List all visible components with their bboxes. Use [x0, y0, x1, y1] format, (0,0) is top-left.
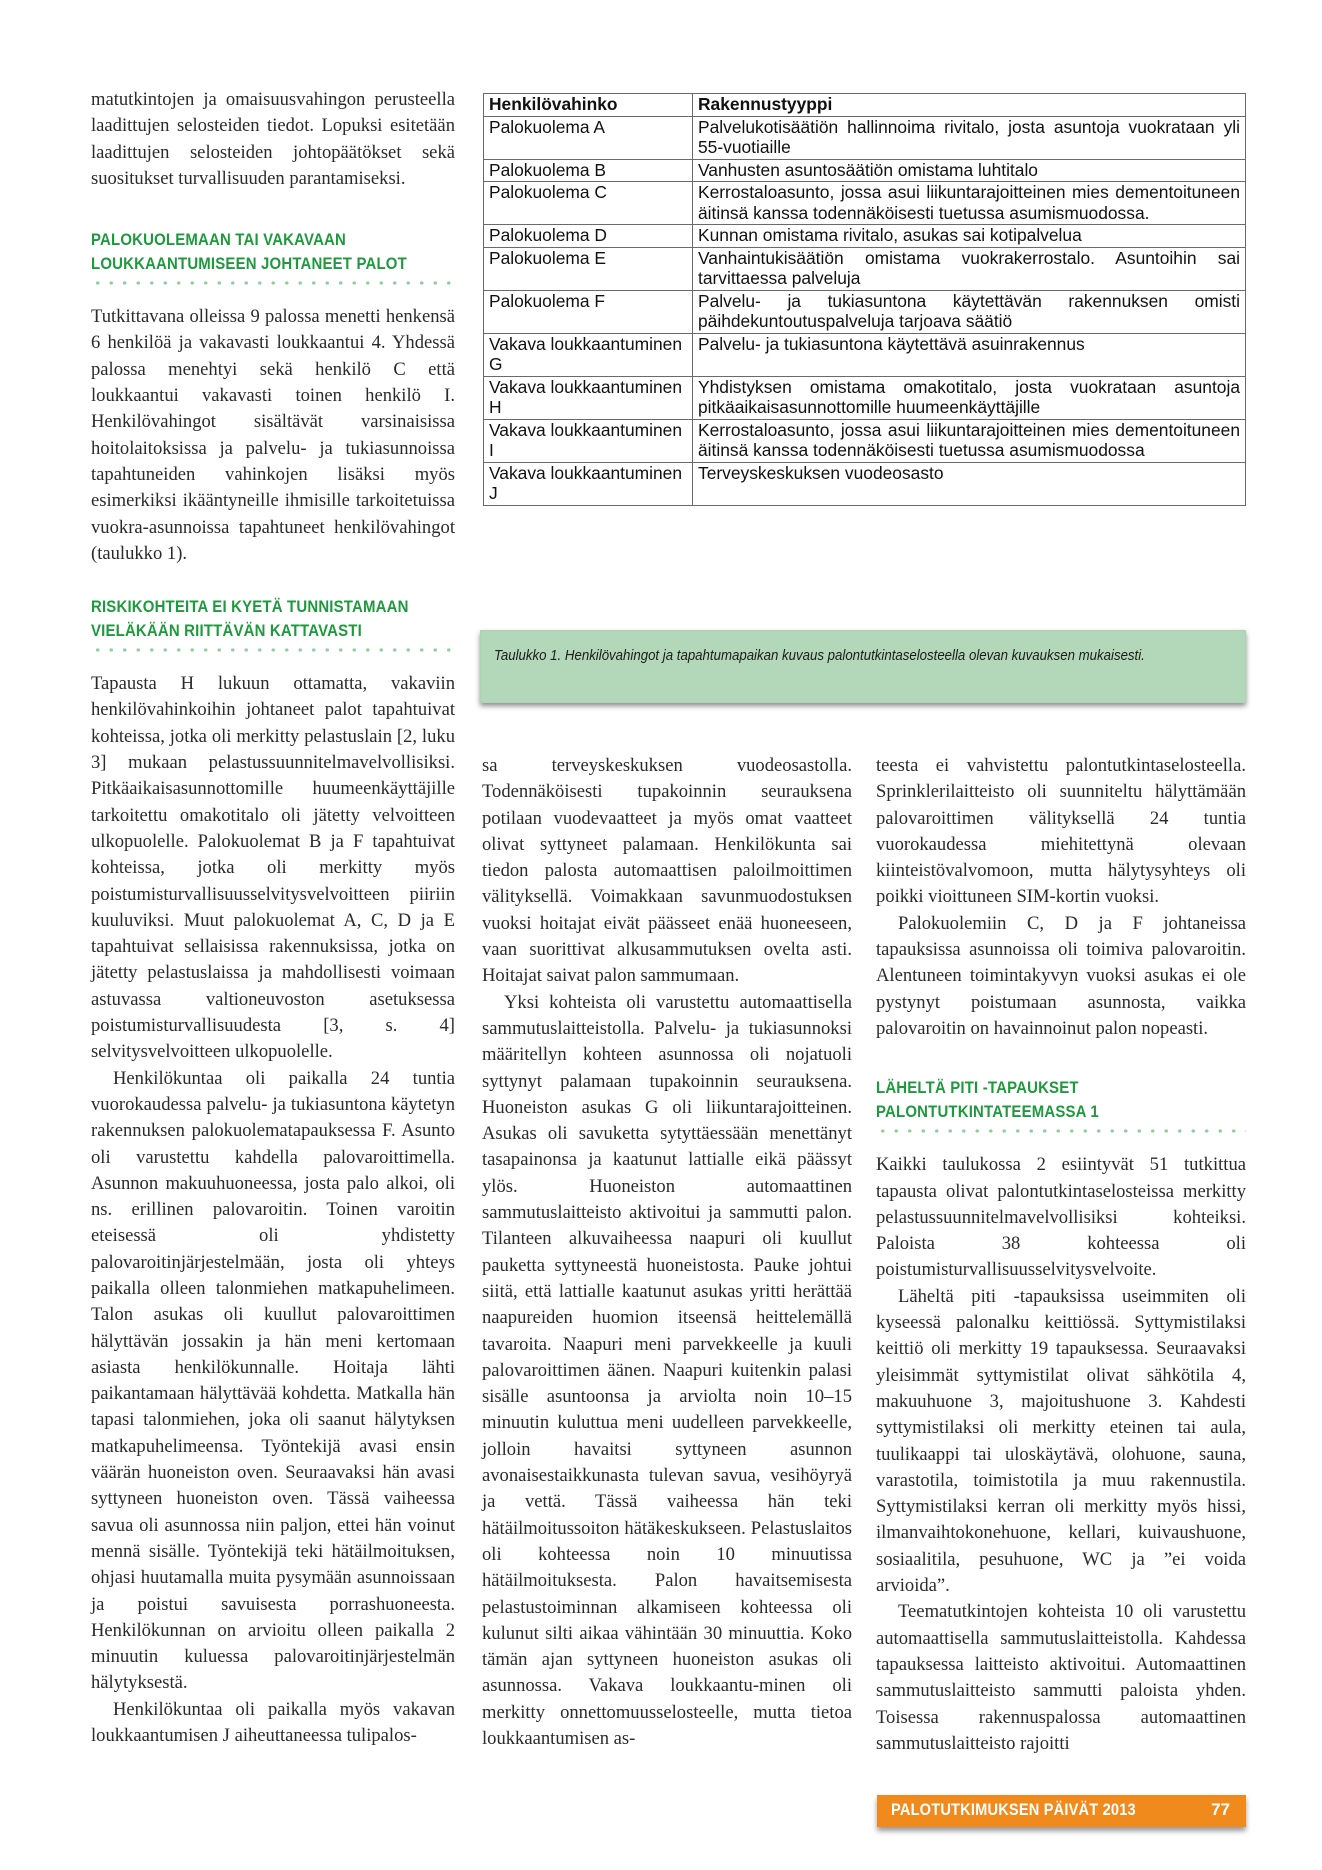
table-cell: Palokuolema A [484, 116, 693, 159]
section-heading-line: PALOKUOLEMAAN TAI VAKAVAAN [91, 230, 347, 250]
column-header: Rakennustyyppi [693, 94, 1246, 117]
table-cell: Palvelu- ja tukiasuntona käytettävän rakennuksen omisti päihdekuntoutuspalveluja tarjoava säätiö [693, 290, 1246, 333]
page-number: 77 [1211, 1800, 1230, 1819]
body-paragraph: Teematutkintojen kohteista 10 oli varustettu automaattisella sammutuslaitteistolla. Kahdessa tapauksessa laitteisto aktivoitui. Automaattinen sammutuslaitteisto sammutti paloista yhden. Toisessa rakennuspalossa automaattinen sammutuslaitteisto rajoitti [876, 1601, 1246, 1754]
table-cell: Vakava loukkaantuminen J [484, 462, 693, 505]
table-cell: Palokuolema B [484, 159, 693, 182]
body-paragraph: Kaikki taulukossa 2 esiintyvät 51 tutkittua tapausta olivat palontutkintaselosteissa merkitty pelastussuunnitelmavelvollisiksi kohteiksi. Paloista 38 kohteessa oli poistumisturvallisuusselvitysvelvoite. [876, 1154, 1246, 1281]
table-cell: Vakava loukkaantuminen H [484, 376, 693, 419]
table-cell: Palokuolema F [484, 290, 693, 333]
table-cell: Kerrostaloasunto, jossa asui liikuntarajoitteinen mies dementoituneen äitinsä kanssa todennäköisesti tuetussa asumismuodossa [693, 419, 1246, 462]
table-row [484, 333, 1246, 376]
table-row [484, 419, 1246, 462]
table-row [484, 116, 1246, 159]
body-paragraph: Tapausta H lukuun ottamatta, vakaviin henkilövahinkoihin johtaneet palot tapahtuivat kohteissa, jotka oli merkitty pelastuslain [2, luku 3] mukaan pelastussuunnitelmavelvollisiksi. Pitkäaikaisasunnottomille huumeenkäyttäjille tarkoitettu omakotitalo oli jätetty velvoitteen ulkopuolelle. Palokuolemat B ja F tapahtuivat kohteissa, jotka oli merkitty myös poistumisturvallisuusselvitysvelvoitteen piiriin kuuluviksi. Muut palokuolemat A, C, D ja E tapahtuivat sellaisissa rakennuksissa, jotka on jätetty pelastuslaissa ja mahdollisesti voimaan astuvassa valtioneuvoston asetuksessa poistumisturvallisuudesta [3, s. 4] selvitysvelvoitteen ulkopuolelle. [91, 673, 455, 1063]
table-header-row [484, 94, 1246, 117]
body-paragraph: Läheltä piti -tapauksissa useimmiten oli kyseessä palonalku keittiössä. Syttymistilaksi keittiö oli merkitty 19 tapauksessa. Seuraavaksi yleisimmät syttymistilat olivat sähkötila 4, makuuhuone 3, majoitushuone 3. Kahdesti syttymistilaksi oli merkitty eteinen tai aula, tuulikaappi tai uloskäytävä, olohuone, sauna, varastotila, toimistotila ja muu rakennustila. Syttymistilaksi kerran oli merkitty myös hissi, ilmanvaihtokonehuone, kellari, kuivaushuone, sosiaalitila, pesuhuone, WC ja ”ei voida arvioida”. [876, 1285, 1246, 1597]
table-row [484, 159, 1246, 182]
intro-paragraph: matutkintojen ja omaisuusvahingon perusteella laadittujen selosteiden tiedot. Lopuksi esitetään laadittujen selosteiden johtopäätökset sekä suositukset turvallisuuden parantamiseksi. [91, 89, 455, 189]
table-cell: Terveyskeskuksen vuodeosasto [693, 462, 1246, 505]
dotted-divider [91, 280, 455, 286]
body-paragraph: teesta ei vahvistettu palontutkintaselosteella. Sprinklerilaitteisto oli suunniteltu hälyttämään palovaroittimen välityksellä 24 tuntia vuorokaudessa miehitettynä olevaan kiinteistövalvomoon, mutta hälytysyhteys oli poikki vioittuneen SIM-kortin vuoksi. [876, 755, 1246, 908]
body-paragraph: Henkilökuntaa oli paikalla 24 tuntia vuorokaudessa palvelu- ja tukiasuntona käytetyn rakennuksen palokuolematapauksessa F. Asunto oli varustettu kahdella palovaroittimella. Asunnon makuuhuoneessa, josta palo alkoi, oli ns. erillinen palovaroitin. Toinen varoitin eteisessä oli yhdistetty palovaroitinjärjestelmään, josta oli yhteys paikalla olleen talonmiehen matkapuhelimeen. Talon asukas oli kuullut palovaroittimen hälyttävän jossakin ja hän meni kertomaan asiasta henkilökunnalle. Hoitaja lähti paikantamaan hälyttävää kohdetta. Matkalla hän tapasi talonmiehen, joka oli saanut hälytyksen matkapuhelimeensa. Työntekijä avasi ensin väärän huoneiston oven. Seuraavaksi hän avasi syttyneen huoneiston oven. Tässä vaiheessa savua oli asunnossa niin paljon, ettei hän voinut mennä sisälle. Työntekijä teki hätäilmoituksen, ohjasi huutamalla muita pysymään asunnoissaan ja poistui savuisesta porrashuoneesta. Henkilökunnan on arvioitu olleen paikalla 2 minuutin kuluessa palovaroitinjärjestelmän hälytyksestä. [91, 1067, 455, 1694]
table-cell: Vakava loukkaantuminen G [484, 333, 693, 376]
table-cell: Palvelukotisäätiön hallinnoima rivitalo, josta asuntoja vuokrataan yli 55-vuotiaille [693, 116, 1246, 159]
section-heading-line: VIELÄKÄÄN RIITTÄVÄN KATTAVASTI [91, 621, 362, 641]
body-paragraph: Tutkittavana olleissa 9 palossa menetti henkensä 6 henkilöä ja vakavasti loukkaantui 4. Yhdessä palossa menehtyi sekä henkilö C että loukkaantui vakavasti toinen henkilö I. Henkilövahingot sisältävät varsinaisissa hoitolaitoksissa ja palvelu- ja tukiasunnoissa tapahtuneiden vahinkojen lisäksi myös esimerkiksi ikääntyneille ihmisille tarkoitetuissa vuokra-asunnoissa tapahtuneet henkilövahingot (taulukko 1). [91, 306, 455, 564]
right-column [876, 753, 1246, 1757]
body-paragraph: sa terveyskeskuksen vuodeosastolla. Todennäköisesti tupakoinnin seurauksena potilaan vuodevaatteet ja myös omat vaatteet olivat syttyneet palamaan. Henkilökunta sai tiedon palosta automaattisen paloilmoittimen välityksellä. Voimakkaan savunmuodostuksen vuoksi hoitajat eivät päässeet enää huoneeseen, vaan suorittivat alkusammutuksen ovelta asti. Hoitajat saivat palon sammumaan. [482, 755, 852, 987]
table-row [484, 182, 1246, 225]
body-paragraph: Palokuolemiin C, D ja F johtaneissa tapauksissa asunnoissa oli toimiva palovaroitin. Alentuneen toimintakyvyn vuoksi asukas ei ole pystynyt poistumaan asunnosta, vaikka palovaroitin on havainnoinut palon nopeasti. [876, 912, 1246, 1039]
dotted-divider [91, 647, 455, 653]
table-cell: Yhdistyksen omistama omakotitalo, josta vuokrataan asuntoja pitkäaikaisasunnottomille huumeenkäyttäjille [693, 376, 1246, 419]
publication-title: PALOTUTKIMUKSEN PÄIVÄT 2013 [891, 1800, 1136, 1819]
dotted-divider [876, 1128, 1246, 1134]
table-cell: Vanhusten asuntosäätiön omistama luhtitalo [693, 159, 1246, 182]
table-row [484, 290, 1246, 333]
table-row [484, 376, 1246, 419]
table-cell: Palokuolema C [484, 182, 693, 225]
page-footer-bar [877, 1795, 1246, 1827]
table-row [484, 225, 1246, 248]
section-heading-line: LOUKKAANTUMISEEN JOHTANEET PALOT [91, 254, 407, 274]
section-heading-line: RISKIKOHTEITA EI KYETÄ TUNNISTAMAAN [91, 597, 409, 617]
table-caption: Taulukko 1. Henkilövahingot ja tapahtumapaikan kuvaus palontutkintaselosteella olevan kuvauksen mukaisesti. [494, 648, 1145, 664]
table-cell: Palvelu- ja tukiasuntona käytettävä asuinrakennus [693, 333, 1246, 376]
injury-building-table [483, 93, 1246, 506]
body-paragraph: Yksi kohteista oli varustettu automaattisella sammutuslaitteistolla. Palvelu- ja tukiasunnoksi määritellyn kohteen asunnossa oli nojatuoli syttynyt palamaan tupakoinnin seurauksena. Huoneiston asukas G oli liikuntarajoitteinen. Asukas oli savuketta sytyttäessään menettänyt tasapainonsa ja kaatunut lattialle eikä päässyt ylös. Huoneiston automaattinen sammutuslaitteisto aktivoitui ja sammutti palon. Tilanteen alkuvaiheessa naapuri oli kuullut pauketta syttyneestä huoneistosta. Pauke johtui siitä, että lattialle kaatunut asukas yritti herättää naapureiden huomion itseensä heittelemällä tavaroita. Naapuri meni parvekkeelle ja kuuli palovaroittimen äänen. Naapuri kuitenkin palasi sisälle asuntoonsa ja arviolta noin 10–15 minuutin kuluttua meni uudelleen parvekkeelle, jolloin havaitsi syttyneen asunnon avonaisestaikkunasta tulevan savua, vesihöyryä ja vettä. Tässä vaiheessa hän teki hätäilmoitussoiton hätäkeskukseen. Pelastuslaitos oli kohteessa noin 10 minuutissa hätäilmoituksesta. Palon havaitsemisesta pelastustoiminnan alkamiseen kohteessa oli kulunut silti aikaa vähintään 30 minuuttia. Koko tämän ajan syttyneen huoneiston asukas oli asunnossa. Vakava loukkaantu-minen oli merkitty onnettomuusselosteelle, mutta tietoa loukkaantumisen as- [482, 991, 852, 1749]
table-row [484, 247, 1246, 290]
table-row [484, 462, 1246, 505]
left-column [91, 87, 455, 1749]
column-header: Henkilövahinko [484, 94, 693, 117]
section-heading-line: PALONTUTKINTATEEMASSA 1 [876, 1102, 1099, 1122]
table-1 [483, 93, 1246, 506]
table-cell: Kunnan omistama rivitalo, asukas sai kotipalvelua [693, 225, 1246, 248]
section-heading-line: LÄHELTÄ PITI -TAPAUKSET [876, 1078, 1079, 1098]
table-cell: Kerrostaloasunto, jossa asui liikuntarajoitteinen mies dementoituneen äitinsä kanssa todennäköisesti tuetussa asumismuodossa. [693, 182, 1246, 225]
table-cell: Palokuolema E [484, 247, 693, 290]
table-cell: Vanhaintukisäätiön omistama vuokrakerrostalo. Asuntoihin sai tarvittaessa palveluja [693, 247, 1246, 290]
table-caption-box [480, 630, 1246, 703]
table-cell: Vakava loukkaantuminen I [484, 419, 693, 462]
body-paragraph: Henkilökuntaa oli paikalla myös vakavan loukkaantumisen J aiheuttaneessa tulipalos- [91, 1698, 455, 1747]
middle-column [482, 753, 852, 1752]
table-cell: Palokuolema D [484, 225, 693, 248]
